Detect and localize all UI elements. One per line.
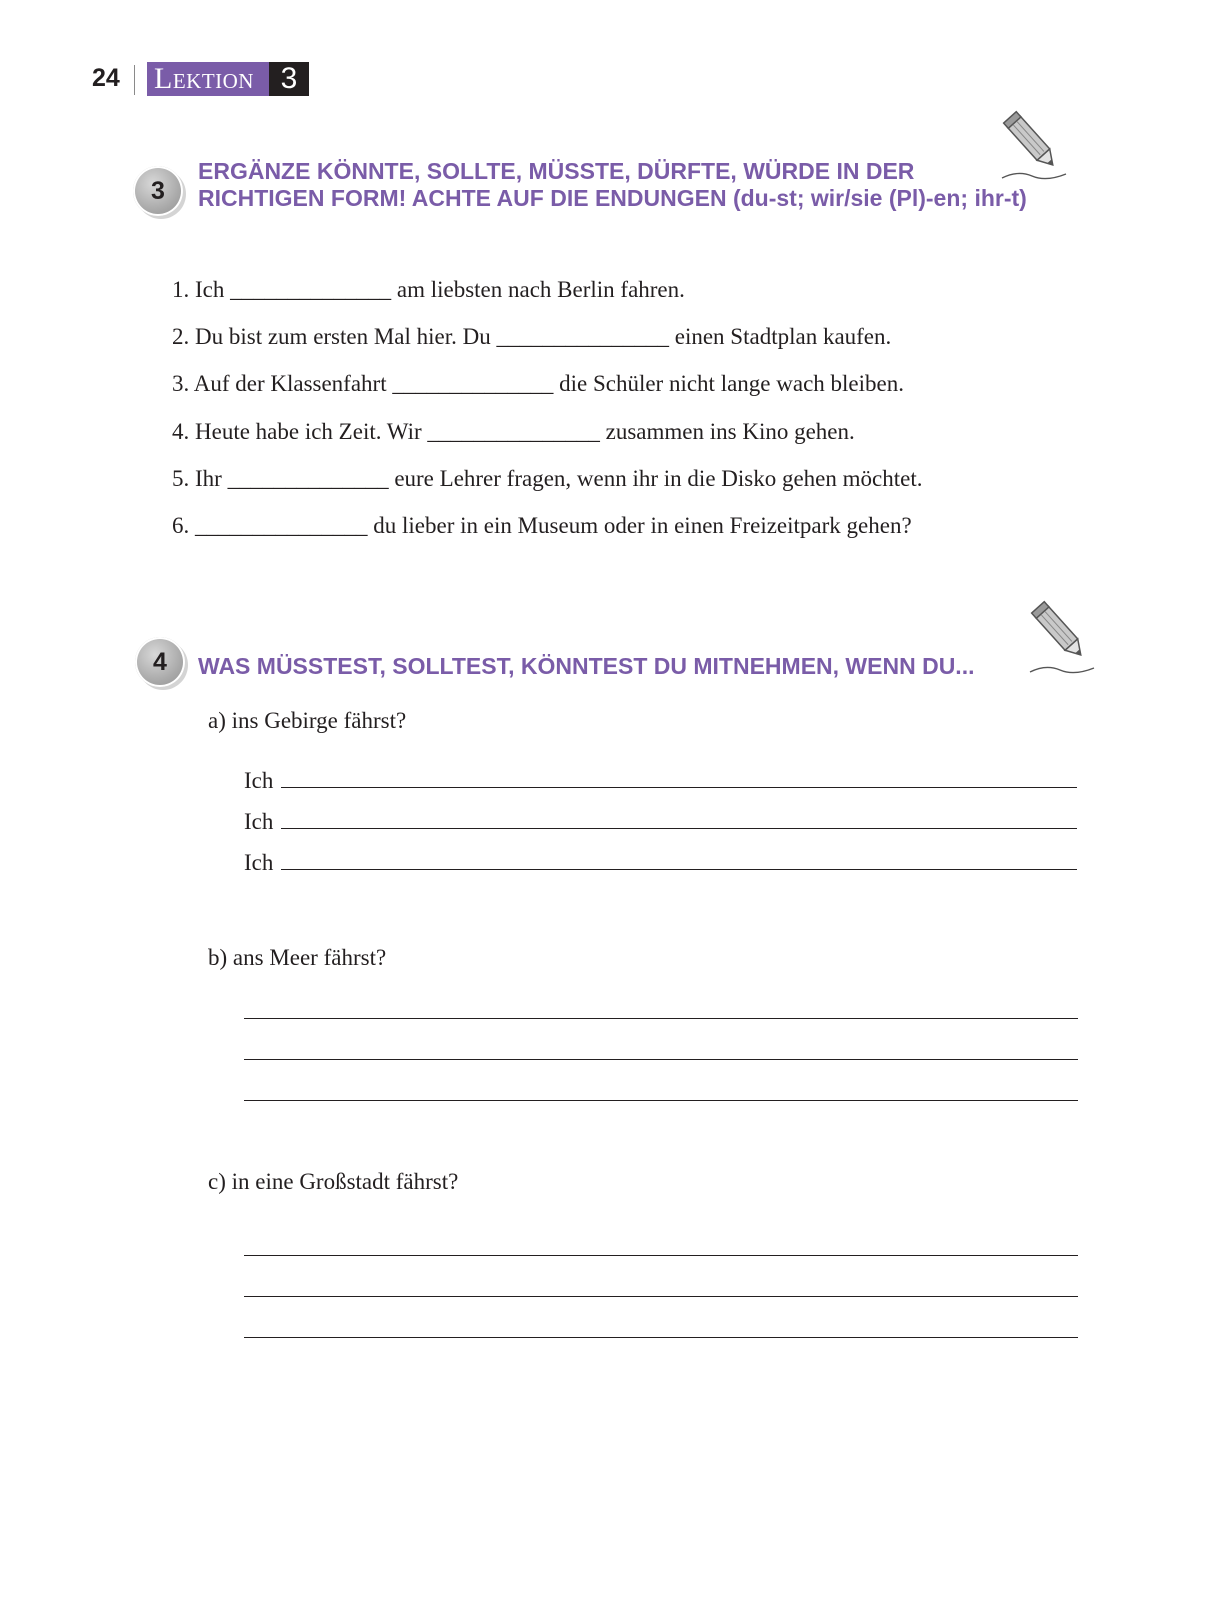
answer-line[interactable] [281, 828, 1077, 829]
list-item: 6. _______________ du lieber in ein Museum oder in einen Freizeitpark gehen? [172, 512, 912, 538]
lesson-label [147, 62, 309, 96]
answer-line[interactable] [244, 1100, 1078, 1101]
lesson-number: 3 [269, 62, 309, 96]
exercise-4-title: WAS MÜSSTEST, SOLLTEST, KÖNNTEST DU MITNEHMEN, WENN DU... [198, 653, 975, 679]
lesson-word: Lektion [154, 62, 254, 95]
answer-row-label: Ich [244, 809, 274, 834]
answer-row [244, 768, 1077, 794]
exercise-3-title-line-2: RICHTIGEN FORM! ACHTE AUF DIE ENDUNGEN (du-st; wir/sie (Pl)-en; ihr-t) [198, 185, 1027, 211]
exercise-3-title-line-1: ERGÄNZE KÖNNTE, SOLLTE, MÜSSTE, DÜRFTE, WÜRDE IN DER [198, 158, 915, 184]
list-item: 4. Heute habe ich Zeit. Wir _______________ zusammen ins Kino gehen. [172, 418, 855, 444]
answer-line[interactable] [244, 1296, 1078, 1297]
exercise-3-items [172, 275, 922, 558]
answer-line[interactable] [244, 1018, 1078, 1019]
pencil-icon [1028, 600, 1098, 676]
pencil-icon [1000, 110, 1070, 182]
exercise-4-badge: 4 [135, 637, 185, 687]
part-c-label: c) in eine Großstadt fährst? [208, 1169, 459, 1194]
list-item: 2. Du bist zum ersten Mal hier. Du _______________ einen Stadtplan kaufen. [172, 324, 892, 350]
page-number: 24 [92, 64, 120, 92]
list-item: 3. Auf der Klassenfahrt ______________ die Schüler nicht lange wach bleiben. [172, 371, 904, 397]
list-item: 5. Ihr ______________ eure Lehrer fragen, wenn ihr in die Disko gehen möchtet. [172, 465, 923, 491]
answer-row [244, 809, 1077, 835]
part-b-label: b) ans Meer fährst? [208, 945, 387, 970]
answer-row-label: Ich [244, 768, 274, 793]
answer-row [244, 850, 1077, 876]
answer-line[interactable] [244, 1337, 1078, 1338]
list-item: 1. Ich ______________ am liebsten nach Berlin fahren. [172, 277, 685, 302]
exercise-3-badge: 3 [133, 166, 183, 216]
answer-line[interactable] [244, 1255, 1078, 1256]
answer-line[interactable] [281, 869, 1077, 870]
answer-row-label: Ich [244, 850, 274, 875]
part-a-label: a) ins Gebirge fährst? [208, 708, 407, 733]
exercise-3-title [198, 158, 1027, 212]
answer-line[interactable] [281, 787, 1077, 788]
answer-line[interactable] [244, 1059, 1078, 1060]
header-divider [134, 65, 135, 95]
